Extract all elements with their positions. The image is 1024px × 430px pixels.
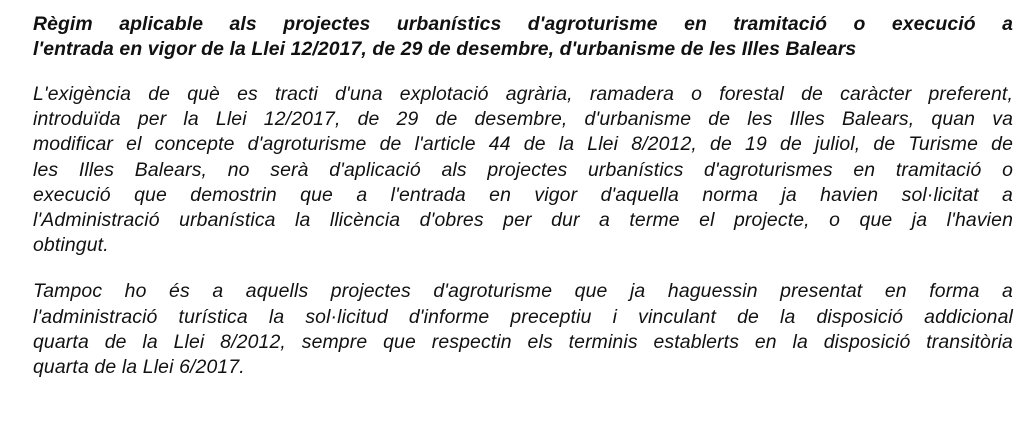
paragraph-line: quarta de la Llei 8/2012, sempre que respectin els terminis establerts en la disposició transitòria [33, 330, 1013, 353]
document-title [33, 12, 1013, 62]
paragraph-line: les Illes Balears, no serà d'aplicació als projectes urbanístics d'agroturismes en tramitació o [33, 158, 1013, 181]
paragraph-2 [33, 279, 1013, 380]
paragraph-line: l'administració turística la sol·licitud d'informe preceptiu i vinculant de la disposició addicional [33, 305, 1013, 328]
paragraph-line: l'Administració urbanística la llicència d'obres per dur a terme el projecte, o que ja l'havien [33, 209, 1013, 232]
title-line: l'entrada en vigor de la Llei 12/2017, de 29 de desembre, d'urbanisme de les Illes Balears [33, 38, 857, 60]
paragraph-line: modificar el concepte d'agroturisme de l'article 44 de la Llei 8/2012, de 19 de juliol, de Turisme de [33, 133, 1013, 156]
paragraph-line: introduïda per la Llei 12/2017, de 29 de desembre, d'urbanisme de les Illes Balears, quan va [33, 108, 1013, 131]
paragraph-line: execució que demostrin que a l'entrada en vigor d'aquella norma ja havien sol·licitat a [33, 183, 1013, 206]
paragraph-line: Tampoc ho és a aquells projectes d'agroturisme que ja haguessin presentat en forma a [33, 280, 1013, 303]
paragraph-1 [33, 82, 1013, 258]
paragraph-line: quarta de la Llei 6/2017. [33, 356, 245, 379]
title-line: Règim aplicable als projectes urbanístics d'agroturisme en tramitació o execució a [33, 13, 1013, 35]
paragraph-line: obtingut. [33, 234, 109, 257]
paragraph-line: L'exigència de què es tracti d'una explotació agrària, ramadera o forestal de caràcter preferent, [33, 83, 1013, 105]
